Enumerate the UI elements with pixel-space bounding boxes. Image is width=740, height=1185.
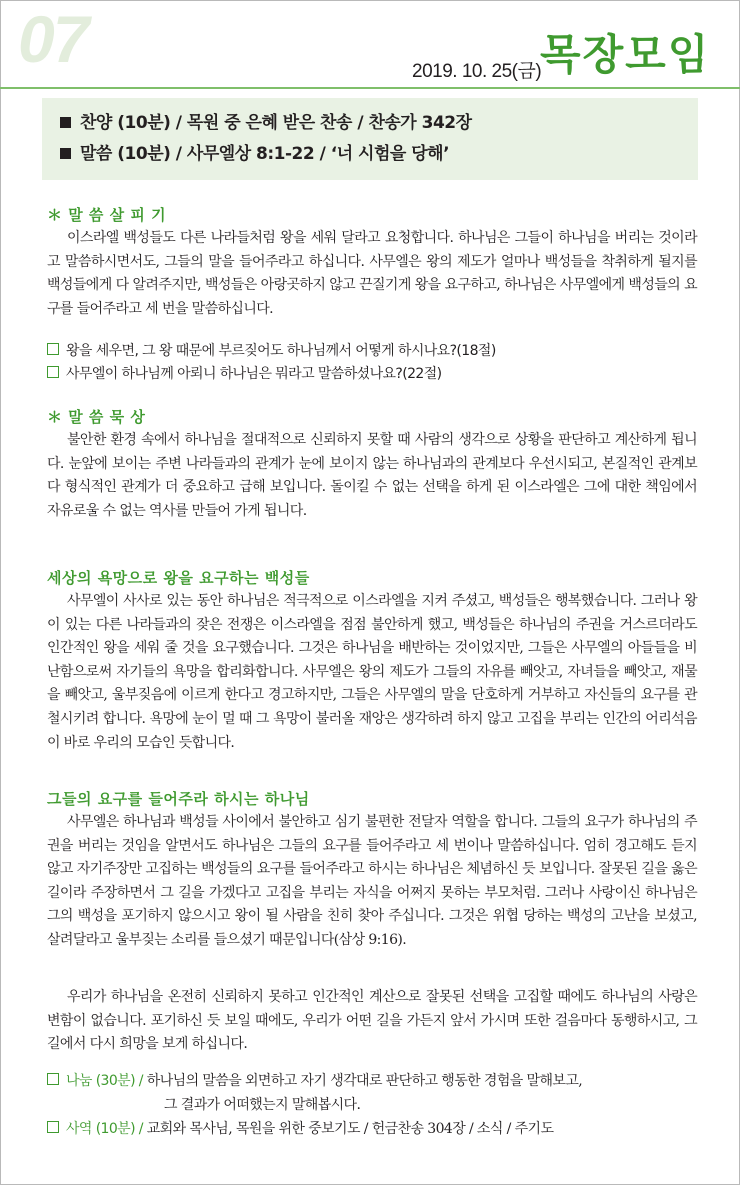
- activity-sharing-continued: 그 결과가 어떠했는지 말해봅시다.: [164, 1097, 361, 1113]
- section-paragraph: 사무엘이 사사로 있는 동안 하나님은 적극적으로 이스라엘을 지켜 주셨고, 백성들은 행복했습니다. 그러나 왕이 있는 다른 나라들과의 잦은 전쟁은 이스라엘을 점점 불안하게 했고, 백성들은 하나님의 주권을 거스르더라도 인간적인 왕을 세워 줄 것을 요구했습니다. 그것은 하나님을 배반하는 것이었지만, 그들은 사무엘의 아들들을 비난함으로써 자기들의 욕망을 합리화합니다. 사무엘은 왕의 제도가 그들의 자유를 빼앗고, 자녀들을 빼앗고, 재물을 빼앗고, 울부짖음에 이르게 한다고 경고하지만, 그들은 사무엘의 말을 단호하게 거부하고 자신들의 요구를 관철시키려 합니다. 욕망에 눈이 멀 때 그 욕망이 불러올 재앙은 생각하려 하지 않고 고집을 부리는 인간의 어리석음이 바로 우리의 모습인 듯합니다.: [47, 593, 697, 751]
- square-bullet-icon: [60, 117, 71, 128]
- agenda-item-word: [60, 139, 698, 170]
- square-bullet-icon: [60, 148, 71, 159]
- section-heading: 세상의 욕망으로 왕을 요구하는 백성들: [47, 569, 310, 587]
- section-word-meditation: [47, 405, 697, 523]
- checkbox-square-icon: [47, 366, 59, 378]
- question-item: [47, 340, 697, 363]
- section-paragraph: 불안한 환경 속에서 하나님을 절대적으로 신뢰하지 못할 때 사람의 생각으로 상황을 판단하고 계산하게 됩니다. 눈앞에 보이는 주변 나라들과의 관계가 눈에 보이지 않는 하나님과의 관계보다 우선시되고, 본질적인 관계보다 형식적인 관계가 더 중요하고 급해 보입니다. 돌이킬 수 없는 선택을 하게 된 이스라엘은 그에 대한 책임에서 자유로울 수 없는 역사를 만들어 가게 됩니다.: [47, 432, 697, 519]
- section-heading: 그들의 요구를 들어주라 하시는 하나님: [47, 790, 310, 808]
- header-divider: [0, 87, 740, 89]
- activity-text: 교회와 목사님, 목원을 위한 중보기도 / 헌금찬송 304장 / 소식 / 주기도: [146, 1121, 554, 1137]
- question-item: [47, 363, 697, 386]
- section-paragraph: 사무엘은 하나님과 백성들 사이에서 불안하고 심기 불편한 전달자 역할을 합니다. 그들의 요구가 하나님의 주권을 버리는 것임을 알면서도 하나님은 그들의 요구를 들어주라고 세 번이나 말씀하십니다. 엄히 경고해도 듣지 않고 자기주장만 고집하는 백성들의 요구를 들어주라고 하시는 하나님은 체념하신 듯 보입니다. 잘못된 길을 옳은 길이라 주장하면서 그 길을 가겠다고 고집을 부리는 자식을 어쩌지 못하는 부모처럼. 그러나 사랑이신 하나님은 그의 백성을 포기하지 않으시고 왕이 될 사람을 친히 찾아 주십니다. 그것은 위협 당하는 백성의 고난을 보셨고, 살려달라고 울부짖는 소리를 들으셨기 때문입니다(삼상 9:16).: [47, 814, 697, 948]
- activity-sharing: [47, 1069, 697, 1093]
- checkbox-square-icon: [47, 1073, 59, 1085]
- agenda-box: [42, 98, 698, 180]
- section-heading: ＊ 말 씀 묵 상: [47, 408, 146, 426]
- checkbox-square-icon: [47, 343, 59, 355]
- closing-paragraph-block: [47, 986, 697, 1057]
- section-people-demand-king: [47, 566, 697, 755]
- checkbox-square-icon: [47, 1121, 59, 1133]
- section-paragraph: 이스라엘 백성들도 다른 나라들처럼 왕을 세워 달라고 요청합니다. 하나님은 그들이 하나님을 버리는 것이라고 말씀하시면서도, 그들의 말을 들어주라고 하십니다. 사무엘은 왕의 제도가 얼마나 백성들을 착취하게 될지를 백성들에게 다 알려주지만, 백성들은 아랑곳하지 않고 끈질기게 왕을 요구하고, 하나님은 사무엘에게 백성들의 요구를 들어주라고 세 번을 말씀하십니다.: [47, 230, 697, 317]
- section-god-listens: [47, 787, 697, 953]
- agenda-item-text: 찬양 (10분) / 목원 중 은혜 받은 찬송 / 찬송가 342장: [80, 113, 472, 133]
- page-title: 목장모임: [540, 30, 711, 79]
- activity-label: 사역 (10분) /: [66, 1121, 143, 1137]
- section-word-overview: [47, 203, 697, 321]
- meeting-date: 2019. 10. 25(금): [412, 61, 542, 82]
- section-heading: ＊ 말 씀 살 피 기: [47, 206, 167, 224]
- activity-label: 나눔 (30분) /: [66, 1073, 143, 1089]
- agenda-item-text: 말씀 (10분) / 사무엘상 8:1-22 / ‘너 시험을 당해’: [80, 144, 450, 164]
- question-text: 왕을 세우면, 그 왕 때문에 부르짖어도 하나님께서 어떻게 하시나요?(18절): [66, 343, 496, 359]
- activity-list: [47, 1069, 697, 1141]
- agenda-item-praise: [60, 108, 698, 139]
- page-number: 07: [18, 2, 88, 76]
- question-text: 사무엘이 하나님께 아뢰니 하나님은 뭐라고 말씀하셨나요?(22절): [66, 366, 442, 382]
- question-list: [47, 340, 697, 386]
- closing-paragraph: 우리가 하나님을 온전히 신뢰하지 못하고 인간적인 계산으로 잘못된 선택을 고집할 때에도 하나님의 사랑은 변함이 없습니다. 포기하신 듯 보일 때에도, 우리가 어떤 길을 가든지 앞서 가시며 또한 걸음마다 동행하시고, 그 길에서 다시 희망을 보게 하십니다.: [47, 989, 697, 1053]
- activity-text: 하나님의 말씀을 외면하고 자기 생각대로 판단하고 행동한 경험을 말해보고,: [146, 1073, 583, 1089]
- activity-ministry: [47, 1117, 697, 1141]
